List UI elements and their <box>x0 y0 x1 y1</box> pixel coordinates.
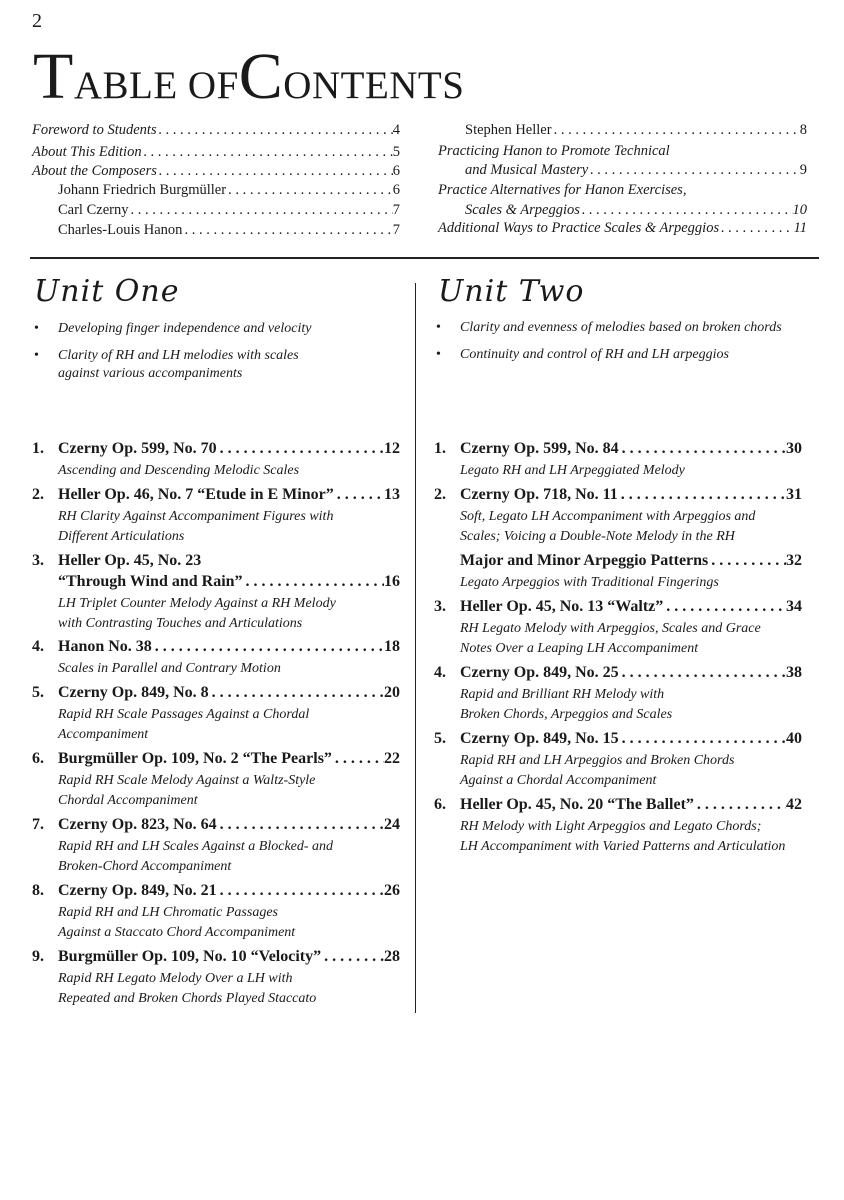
bullet-icon: • <box>436 347 441 362</box>
toc-entry[interactable]: 6. Heller Op. 45, No. 20 “The Ballet” . . . 42 RH Melody with Light Arpeggios and Legato Chords; LH Accompaniment with Varied Patterns and Articulation <box>434 796 802 856</box>
bullet-item: • Clarity of RH and LH melodies with scales against various accompaniments <box>34 348 299 381</box>
entry-page: 13 <box>384 486 400 503</box>
toc-entry[interactable]: 3. Heller Op. 45, No. 13 “Waltz” . . . 34 RH Legato Melody with Arpeggios, Scales and Grace Notes Over a Leaping LH Accompaniment <box>434 598 802 658</box>
unit-one-heading: Unit One <box>34 274 180 309</box>
toc-entry[interactable] <box>434 552 802 593</box>
toc-entry[interactable]: 7. Czerny Op. 823, No. 64 . . . 24 Rapid RH and LH Scales Against a Blocked- and Broken-Chord Accompaniment <box>32 816 400 876</box>
toc-line[interactable]: Practice Alternatives for Hanon Exercises, <box>438 182 687 198</box>
entry-title: Czerny Op. 718, No. 11 <box>460 486 618 503</box>
toc-line[interactable]: About the Composers . . . 6 <box>32 163 400 180</box>
toc-entry[interactable]: 2. Czerny Op. 718, No. 11 . . . 31 Soft, Legato LH Accompaniment with Arpeggios and Scales; Voicing a Double-Note Melody in the RH <box>434 486 802 546</box>
entry-page: 30 <box>786 440 802 457</box>
toc-line[interactable]: Charles-Louis Hanon . . . 7 <box>58 222 400 239</box>
entry-description: RH Melody with Light Arpeggios and Legato Chords; <box>460 819 762 834</box>
entry-description: with Contrasting Touches and Articulations <box>58 615 303 631</box>
entry-title: Heller Op. 45, No. 23 <box>58 552 202 569</box>
entry-description: LH Triplet Counter Melody Against a RH Melody <box>58 596 336 611</box>
toc-line[interactable]: Johann Friedrich Burgmüller . . . 6 <box>58 182 400 199</box>
toc-line[interactable]: Scales & Arpeggios . . . 10 <box>465 202 807 219</box>
entry-title: Heller Op. 45, No. 13 “Waltz” <box>460 598 664 615</box>
toc-line[interactable]: Stephen Heller . . . 8 <box>465 122 807 139</box>
entry-title: Heller Op. 45, No. 20 “The Ballet” <box>460 796 694 813</box>
entry-page: 40 <box>786 730 802 747</box>
entry-description: Rapid RH Scale Passages Against a Chordal <box>58 707 310 722</box>
entry-description: Broken Chords, Arpeggios and Scales <box>460 706 673 722</box>
column-divider <box>415 283 416 1013</box>
toc-entry[interactable]: 4. Czerny Op. 849, No. 25 . . . 38 Rapid and Brilliant RH Melody with Broken Chords, Arpeggios and Scales <box>434 664 802 724</box>
entry-description: Chordal Accompaniment <box>58 792 198 808</box>
entry-description: Accompaniment <box>58 726 149 742</box>
toc-entry[interactable]: 9. Burgmüller Op. 109, No. 10 “Velocity” . . . 28 Rapid RH Legato Melody Over a LH with Repeated and Broken Chords Played Staccato <box>32 948 400 1008</box>
entry-title: Czerny Op. 599, No. 84 <box>460 440 619 457</box>
entry-description: Against a Staccato Chord Accompaniment <box>58 924 296 940</box>
toc-entry[interactable]: 1. Czerny Op. 599, No. 84 . . . 30 Legato RH and LH Arpeggiated Melody <box>434 440 802 481</box>
toc-entry[interactable]: 1. Czerny Op. 599, No. 70 . . . 12 Ascending and Descending Melodic Scales <box>32 440 400 481</box>
bullet-item: • Clarity and evenness of melodies based on broken chords <box>436 320 782 335</box>
bullet-icon: • <box>436 320 441 335</box>
entry-page: 24 <box>384 816 400 833</box>
entry-page: 26 <box>384 882 400 899</box>
entry-page: 34 <box>786 598 802 615</box>
entry-description: Ascending and Descending Melodic Scales <box>58 463 300 478</box>
entry-title: Burgmüller Op. 109, No. 2 “The Pearls” <box>58 750 332 767</box>
bullet-icon: • <box>34 321 39 336</box>
bullet-item: • Developing finger independence and velocity <box>34 321 312 336</box>
entry-title: Czerny Op. 849, No. 8 <box>58 684 209 701</box>
toc-line[interactable]: Carl Czerny . . . 7 <box>58 202 400 219</box>
entry-page: 16 <box>384 573 400 590</box>
toc-line[interactable]: and Musical Mastery . . . 9 <box>465 162 807 179</box>
toc-entry[interactable]: 6. Burgmüller Op. 109, No. 2 “The Pearls” . . . 22 Rapid RH Scale Melody Against a Waltz-Style Chordal Accompaniment <box>32 750 400 810</box>
toc-line[interactable]: About This Edition . . . 5 <box>32 144 400 161</box>
entry-description: Legato RH and LH Arpeggiated Melody <box>460 463 685 478</box>
entry-title: Czerny Op. 849, No. 21 <box>58 882 217 899</box>
toc-line[interactable]: Practicing Hanon to Promote Technical <box>438 143 670 159</box>
page-number: 2 <box>32 10 42 32</box>
entry-description: Rapid RH and LH Arpeggios and Broken Chords <box>460 753 735 768</box>
entry-title: Czerny Op. 849, No. 15 <box>460 730 619 747</box>
entry-description: RH Legato Melody with Arpeggios, Scales and Grace <box>460 621 761 636</box>
entry-title: Czerny Op. 849, No. 25 <box>460 664 619 681</box>
entry-title: Major and Minor Arpeggio Patterns <box>460 552 709 569</box>
entry-description: Scales in Parallel and Contrary Motion <box>58 661 281 676</box>
entry-page: 32 <box>786 552 802 569</box>
horizontal-divider <box>30 257 819 259</box>
entry-title: “Through Wind and Rain” <box>58 573 243 590</box>
title-initial-c: C <box>238 40 284 113</box>
entry-page: 18 <box>384 638 400 655</box>
entry-description: Broken-Chord Accompaniment <box>58 858 232 874</box>
title-word-ontents: ONTENTS <box>283 64 465 107</box>
bullet-icon: • <box>34 348 39 363</box>
entry-description: RH Clarity Against Accompaniment Figures with <box>58 509 334 524</box>
entry-description: Legato Arpeggios with Traditional Fingerings <box>460 575 719 590</box>
entry-description: LH Accompaniment with Varied Patterns and Articulation <box>460 838 786 854</box>
entry-page: 12 <box>384 440 400 457</box>
entry-page: 20 <box>384 684 400 701</box>
entry-description: Soft, Legato LH Accompaniment with Arpeggios and <box>460 509 756 524</box>
entry-description: Scales; Voicing a Double-Note Melody in the RH <box>460 528 735 544</box>
entry-title: Czerny Op. 599, No. 70 <box>58 440 217 457</box>
toc-line[interactable]: Additional Ways to Practice Scales & Arpeggios . . . 11 <box>438 220 807 237</box>
entry-page: 31 <box>786 486 802 503</box>
entry-title: Burgmüller Op. 109, No. 10 “Velocity” <box>58 948 322 965</box>
bullet-item: • Continuity and control of RH and LH arpeggios <box>436 347 729 362</box>
entry-description: Rapid RH and LH Chromatic Passages <box>58 905 278 920</box>
entry-description: Rapid RH and LH Scales Against a Blocked- and <box>58 839 334 854</box>
entry-description: Rapid RH Legato Melody Over a LH with <box>58 971 293 986</box>
entry-description: Rapid RH Scale Melody Against a Waltz-Style <box>58 773 316 788</box>
entry-description: Repeated and Broken Chords Played Staccato <box>58 990 317 1006</box>
entry-page: 38 <box>786 664 802 681</box>
toc-entry[interactable]: 4. Hanon No. 38 . . . 18 Scales in Parallel and Contrary Motion <box>32 638 400 679</box>
toc-entry[interactable]: 2. Heller Op. 46, No. 7 “Etude in E Minor” . . . 13 RH Clarity Against Accompaniment Figures with Different Articulations <box>32 486 400 546</box>
entry-description: Rapid and Brilliant RH Melody with <box>460 687 665 702</box>
entry-description: Different Articulations <box>58 528 185 544</box>
toc-entry[interactable]: 5. Czerny Op. 849, No. 15 . . . 40 Rapid RH and LH Arpeggios and Broken Chords Against a Chordal Accompaniment <box>434 730 802 790</box>
entry-page: 42 <box>786 796 802 813</box>
unit-two-heading: Unit Two <box>438 274 585 309</box>
entry-title: Heller Op. 46, No. 7 “Etude in E Minor” <box>58 486 334 503</box>
entry-title: Hanon No. 38 <box>58 638 152 655</box>
toc-entry[interactable]: 5. Czerny Op. 849, No. 8 . . . 20 Rapid RH Scale Passages Against a Chordal Accompaniment <box>32 684 400 744</box>
entry-page: 28 <box>384 948 400 965</box>
page-title <box>33 40 465 113</box>
entry-page: 22 <box>384 750 400 767</box>
entry-description: Against a Chordal Accompaniment <box>460 772 657 788</box>
toc-line[interactable]: Foreword to Students . . . 4 <box>32 122 400 139</box>
title-initial-t: T <box>33 40 74 113</box>
toc-entry[interactable]: 3. Heller Op. 45, No. 23 “Through Wind and Rain” . . . 16 LH Triplet Counter Melody Against a RH Melody with Contrasting Touches and Articulations <box>32 552 400 633</box>
toc-entry[interactable]: 8. Czerny Op. 849, No. 21 . . . 26 Rapid RH and LH Chromatic Passages Against a Staccato Chord Accompaniment <box>32 882 400 942</box>
title-word-able-of: ABLE OF <box>73 64 239 107</box>
entry-description: Notes Over a Leaping LH Accompaniment <box>460 640 699 656</box>
entry-title: Czerny Op. 823, No. 64 <box>58 816 217 833</box>
